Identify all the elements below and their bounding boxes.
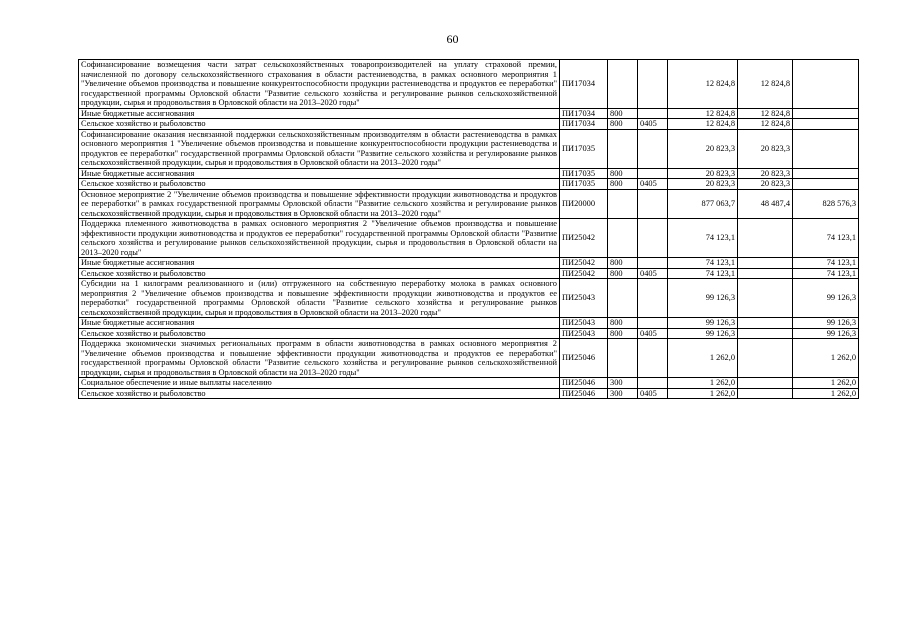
table-row xyxy=(79,279,859,318)
row-target-code: ПИ25042 xyxy=(560,258,608,269)
row-description: Сельское хозяйство и рыболовство xyxy=(79,268,560,279)
row-expense-group: 800 xyxy=(608,268,638,279)
row-amount-column-2 xyxy=(738,378,793,389)
row-amount-column-3: 74 123,1 xyxy=(793,258,859,269)
row-section-code xyxy=(638,60,668,109)
row-total-amount: 74 123,1 xyxy=(668,268,738,279)
budget-table-body xyxy=(79,60,859,399)
row-total-amount: 877 063,7 xyxy=(668,189,738,219)
row-description: Иные бюджетные ассигнования xyxy=(79,108,560,119)
table-row xyxy=(79,328,859,339)
row-section-code xyxy=(638,168,668,179)
row-description: Основное мероприятие 2 "Увеличение объемов производства и повышение эффективности продукции животноводства и продуктов ее переработки" в рамках государственной программы Орловской области "Развитие сельского хозяйства и регулирование рынков сельскохозяйственной продукции, сырья и продовольствия в Орловской области на 2013–2020 годы" xyxy=(79,189,560,219)
row-expense-group: 800 xyxy=(608,119,638,130)
row-amount-column-2: 20 823,3 xyxy=(738,168,793,179)
row-expense-group: 300 xyxy=(608,388,638,399)
row-total-amount: 1 262,0 xyxy=(668,378,738,389)
table-row xyxy=(79,179,859,190)
table-row xyxy=(79,168,859,179)
row-target-code: ПИ25046 xyxy=(560,388,608,399)
row-total-amount: 20 823,3 xyxy=(668,179,738,190)
row-total-amount: 1 262,0 xyxy=(668,339,738,378)
row-description: Софинансирование возмещения части затрат сельскохозяйственных товаропроизводителей на уплату страховой премии, начисленной по договору сельскохозяйственного страхования в области растениеводства, в рамках основного мероприятия 1 "Увеличение объемов производства и повышение конкурентоспособности продукции растениеводства и продуктов ее переработки" государственной программы Орловской области "Развитие сельского хозяйства и регулирование рынков сельскохозяйственной продукции, сырья и продовольствия в Орловской области на 2013–2020 годы" xyxy=(79,60,560,109)
table-row xyxy=(79,219,859,258)
row-amount-column-3: 1 262,0 xyxy=(793,388,859,399)
row-section-code xyxy=(638,219,668,258)
row-target-code: ПИ25042 xyxy=(560,219,608,258)
row-description: Поддержка племенного животноводства в рамках основного мероприятия 2 "Увеличение объемов производства и повышение эффективности продукции животноводства и продуктов ее переработки" государственной программы Орловской области "Развитие сельского хозяйства и регулирование рынков сельскохозяйственной продукции, сырья и продовольствия в Орловской области на 2013–2020 годы" xyxy=(79,219,560,258)
row-amount-column-2 xyxy=(738,328,793,339)
row-target-code: ПИ20000 xyxy=(560,189,608,219)
table-row xyxy=(79,119,859,130)
row-amount-column-2: 12 824,8 xyxy=(738,108,793,119)
row-amount-column-2 xyxy=(738,258,793,269)
row-target-code: ПИ17034 xyxy=(560,119,608,130)
row-amount-column-3 xyxy=(793,129,859,168)
row-description: Иные бюджетные ассигнования xyxy=(79,318,560,329)
row-description: Иные бюджетные ассигнования xyxy=(79,168,560,179)
row-expense-group xyxy=(608,60,638,109)
row-amount-column-3: 99 126,3 xyxy=(793,328,859,339)
row-section-code xyxy=(638,258,668,269)
page-number: 60 xyxy=(446,32,459,46)
row-total-amount: 74 123,1 xyxy=(668,258,738,269)
budget-table xyxy=(78,59,859,399)
row-description: Субсидии на 1 килограмм реализованного и (или) отгруженного на собственную переработку молока в рамках основного мероприятия 2 "Увеличение объемов производства и повышение эффективности продукции животноводства и продуктов ее переработки" государственной программы Орловской области "Развитие сельского хозяйства и регулирование рынков сельскохозяйственной продукции, сырья и продовольствия в Орловской области на 2013–2020 годы" xyxy=(79,279,560,318)
row-description: Иные бюджетные ассигнования xyxy=(79,258,560,269)
row-amount-column-3: 1 262,0 xyxy=(793,378,859,389)
row-target-code: ПИ25043 xyxy=(560,318,608,329)
row-section-code xyxy=(638,378,668,389)
row-total-amount: 12 824,8 xyxy=(668,108,738,119)
row-expense-group: 800 xyxy=(608,168,638,179)
row-expense-group xyxy=(608,339,638,378)
row-section-code xyxy=(638,129,668,168)
row-expense-group xyxy=(608,219,638,258)
row-target-code: ПИ25043 xyxy=(560,279,608,318)
row-target-code: ПИ17035 xyxy=(560,129,608,168)
table-row xyxy=(79,129,859,168)
row-section-code: 0405 xyxy=(638,179,668,190)
table-row xyxy=(79,60,859,109)
row-total-amount: 20 823,3 xyxy=(668,129,738,168)
row-expense-group: 800 xyxy=(608,318,638,329)
row-target-code: ПИ17034 xyxy=(560,60,608,109)
row-amount-column-3 xyxy=(793,168,859,179)
table-row xyxy=(79,378,859,389)
row-section-code xyxy=(638,279,668,318)
table-row xyxy=(79,318,859,329)
row-section-code: 0405 xyxy=(638,119,668,130)
row-amount-column-2 xyxy=(738,279,793,318)
row-expense-group: 800 xyxy=(608,108,638,119)
row-amount-column-2: 12 824,8 xyxy=(738,119,793,130)
row-target-code: ПИ17035 xyxy=(560,179,608,190)
table-row xyxy=(79,108,859,119)
row-amount-column-3: 1 262,0 xyxy=(793,339,859,378)
row-amount-column-2 xyxy=(738,339,793,378)
row-amount-column-3: 828 576,3 xyxy=(793,189,859,219)
row-target-code: ПИ25042 xyxy=(560,268,608,279)
row-total-amount: 99 126,3 xyxy=(668,328,738,339)
row-amount-column-3: 99 126,3 xyxy=(793,318,859,329)
table-row xyxy=(79,258,859,269)
row-description: Сельское хозяйство и рыболовство xyxy=(79,388,560,399)
row-description: Социальное обеспечение и иные выплаты населению xyxy=(79,378,560,389)
table-row xyxy=(79,339,859,378)
row-description: Софинансирование оказания несвязанной поддержки сельскохозяйственным производителям в области растениеводства в рамках основного мероприятия 1 "Увеличение объемов производства и повышение конкурентоспособности продукции растениеводства и продуктов ее переработки" государственной программы Орловской области "Развитие сельского хозяйства и регулирование рынков сельскохозяйственной продукции, сырья и продовольствия в Орловской области на 2013–2020 годы" xyxy=(79,129,560,168)
row-amount-column-3 xyxy=(793,179,859,190)
row-amount-column-2: 20 823,3 xyxy=(738,179,793,190)
row-target-code: ПИ25046 xyxy=(560,339,608,378)
row-total-amount: 12 824,8 xyxy=(668,60,738,109)
row-amount-column-3: 99 126,3 xyxy=(793,279,859,318)
row-amount-column-3 xyxy=(793,119,859,130)
row-section-code xyxy=(638,108,668,119)
row-expense-group xyxy=(608,279,638,318)
row-expense-group: 800 xyxy=(608,328,638,339)
row-target-code: ПИ25043 xyxy=(560,328,608,339)
table-row xyxy=(79,268,859,279)
row-total-amount: 12 824,8 xyxy=(668,119,738,130)
row-section-code xyxy=(638,189,668,219)
row-section-code: 0405 xyxy=(638,328,668,339)
row-amount-column-2 xyxy=(738,219,793,258)
row-amount-column-3: 74 123,1 xyxy=(793,219,859,258)
row-amount-column-2: 20 823,3 xyxy=(738,129,793,168)
row-expense-group xyxy=(608,129,638,168)
row-target-code: ПИ17035 xyxy=(560,168,608,179)
row-amount-column-3 xyxy=(793,60,859,109)
row-total-amount: 99 126,3 xyxy=(668,279,738,318)
row-expense-group: 800 xyxy=(608,179,638,190)
table-row xyxy=(79,189,859,219)
row-description: Сельское хозяйство и рыболовство xyxy=(79,328,560,339)
row-description: Сельское хозяйство и рыболовство xyxy=(79,119,560,130)
row-amount-column-3 xyxy=(793,108,859,119)
row-total-amount: 74 123,1 xyxy=(668,219,738,258)
row-description: Сельское хозяйство и рыболовство xyxy=(79,179,560,190)
row-total-amount: 20 823,3 xyxy=(668,168,738,179)
row-expense-group xyxy=(608,189,638,219)
table-row xyxy=(79,388,859,399)
row-amount-column-2 xyxy=(738,268,793,279)
row-expense-group: 800 xyxy=(608,258,638,269)
row-total-amount: 1 262,0 xyxy=(668,388,738,399)
row-target-code: ПИ25046 xyxy=(560,378,608,389)
row-expense-group: 300 xyxy=(608,378,638,389)
row-amount-column-2: 48 487,4 xyxy=(738,189,793,219)
row-section-code: 0405 xyxy=(638,268,668,279)
row-section-code xyxy=(638,339,668,378)
row-total-amount: 99 126,3 xyxy=(668,318,738,329)
row-target-code: ПИ17034 xyxy=(560,108,608,119)
row-section-code: 0405 xyxy=(638,388,668,399)
row-amount-column-2: 12 824,8 xyxy=(738,60,793,109)
row-amount-column-3: 74 123,1 xyxy=(793,268,859,279)
row-description: Поддержка экономически значимых региональных программ в области животноводства в рамках основного мероприятия 2 "Увеличение объемов производства и повышение эффективности продукции животноводства и продуктов ее переработки" государственной программы Орловской области "Развитие сельского хозяйства и регулирование рынков сельскохозяйственной продукции, сырья и продовольствия в Орловской области на 2013–2020 годы" xyxy=(79,339,560,378)
row-amount-column-2 xyxy=(738,388,793,399)
row-section-code xyxy=(638,318,668,329)
row-amount-column-2 xyxy=(738,318,793,329)
